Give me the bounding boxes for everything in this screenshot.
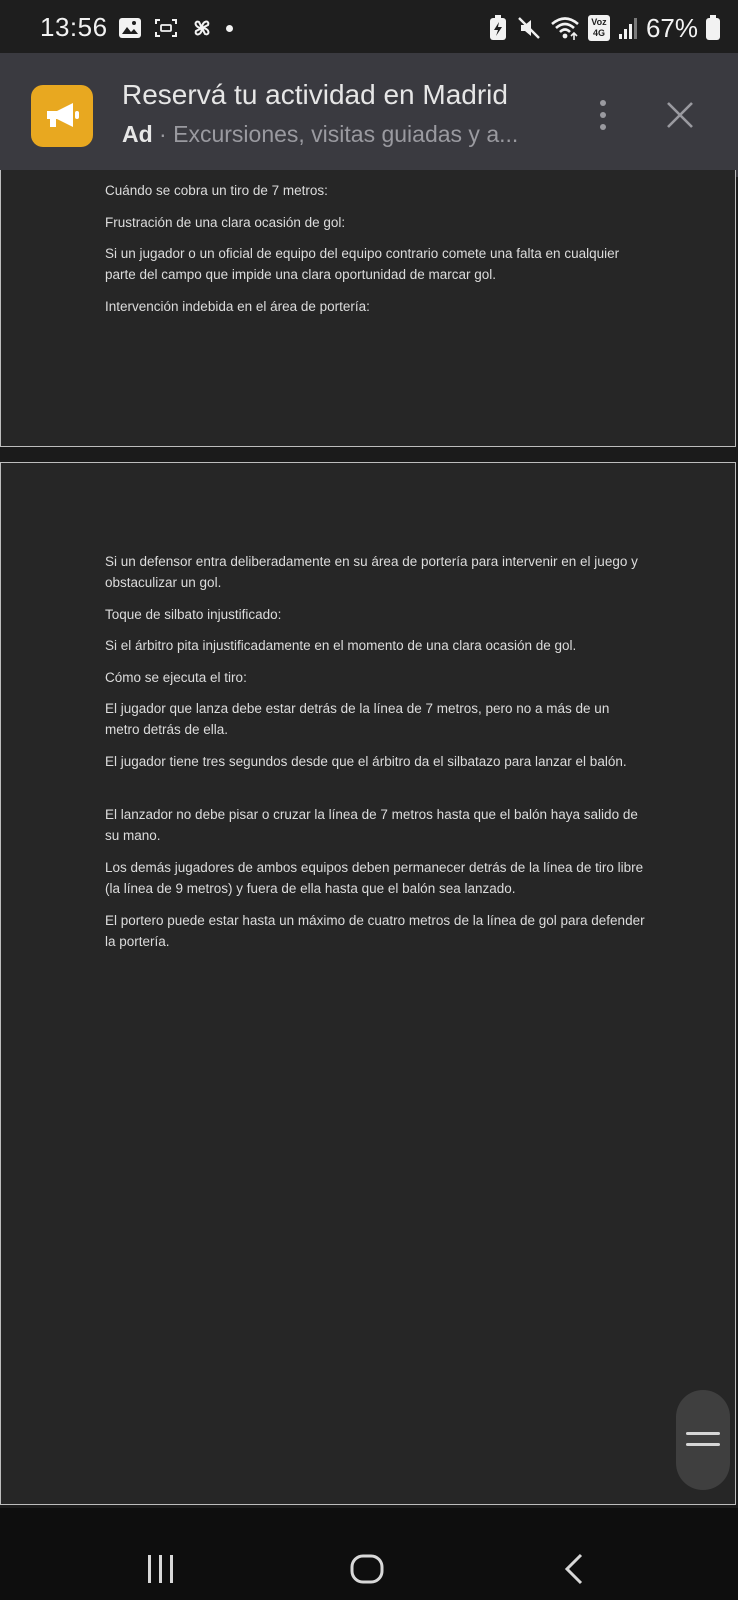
more-options-icon[interactable] <box>588 95 618 135</box>
close-icon[interactable] <box>660 95 700 135</box>
status-icons-right <box>488 12 720 44</box>
status-icons-left <box>118 14 233 42</box>
volte-badge-top: Voz <box>591 17 607 27</box>
fast-scroll-handle[interactable] <box>676 1390 730 1490</box>
home-icon[interactable] <box>350 1554 384 1584</box>
page2-paragraph-3: Si el árbitro pita injustificadamente en el momento de una clara ocasión de gol. <box>105 638 577 653</box>
page1-paragraph-4: Intervención indebida en el área de portería: <box>105 299 370 314</box>
signal-icon <box>618 16 638 40</box>
page1-paragraph-3: Si un jugador o un oficial de equipo del equipo contrario comete una falta en cualquier parte del campo que impide una clara oportunidad de marcar gol. <box>105 246 620 282</box>
page2-paragraph-9: El portero puede estar hasta un máximo de cuatro metros de la línea de gol para defender la portería. <box>105 913 645 949</box>
ad-separator: · <box>152 121 174 147</box>
page2-paragraph-5: El jugador que lanza debe estar detrás de la línea de 7 metros, pero no a más de un metro detrás de ella. <box>105 701 610 737</box>
ad-subtitle: Excursiones, visitas guiadas y a... <box>173 121 519 147</box>
battery-icon <box>706 15 720 41</box>
page2-paragraph-7: El lanzador no debe pisar o cruzar la línea de 7 metros hasta que el balón haya salido de su mano. <box>105 807 638 843</box>
page1-paragraph-1: Cuándo se cobra un tiro de 7 metros: <box>105 183 328 198</box>
ad-subtitle-line[interactable] <box>122 121 518 148</box>
document-page-1[interactable] <box>0 170 736 447</box>
battery-percent: 67% <box>645 12 698 43</box>
volte-badge <box>588 15 610 41</box>
scroll-handle-bar <box>686 1432 720 1435</box>
ad-banner[interactable] <box>0 53 738 177</box>
page2-paragraph-6: El jugador tiene tres segundos desde que el árbitro da el silbatazo para lanzar el balón. <box>105 754 627 769</box>
mute-icon <box>516 15 542 41</box>
status-time: 13:56 <box>40 12 108 42</box>
ad-title[interactable]: Reservá tu actividad en Madrid <box>122 79 508 110</box>
page2-paragraph-4: Cómo se ejecuta el tiro: <box>105 670 247 685</box>
ad-logo[interactable] <box>31 85 93 147</box>
ad-label: Ad <box>122 121 153 147</box>
status-bar <box>0 0 738 56</box>
page2-paragraph-8: Los demás jugadores de ambos equipos deben permanecer detrás de la línea de tiro libre (la línea de 9 metros) y fuera de ella hasta que el balón sea lanzado. <box>105 860 644 896</box>
page2-paragraph-1: Si un defensor entra deliberadamente en su área de portería para intervenir en el juego y obstaculizar un gol. <box>105 554 638 590</box>
page2-paragraph-2: Toque de silbato injustificado: <box>105 607 282 622</box>
back-icon[interactable] <box>562 1552 586 1586</box>
battery-saver-icon <box>488 15 508 41</box>
navigation-bar <box>0 1508 738 1600</box>
volte-badge-bottom: 4G <box>592 28 605 38</box>
document-page-2[interactable] <box>0 462 736 1505</box>
scroll-handle-bar <box>686 1443 720 1446</box>
gallery-icon <box>118 17 142 39</box>
page1-paragraph-2: Frustración de una clara ocasión de gol: <box>105 215 346 230</box>
megaphone-icon <box>43 101 81 131</box>
pinwheel-app-icon <box>190 16 214 40</box>
wifi-icon <box>550 15 580 41</box>
recent-apps-icon[interactable] <box>145 1554 177 1584</box>
screen-capture-icon <box>154 17 178 39</box>
notification-dot <box>226 25 233 32</box>
